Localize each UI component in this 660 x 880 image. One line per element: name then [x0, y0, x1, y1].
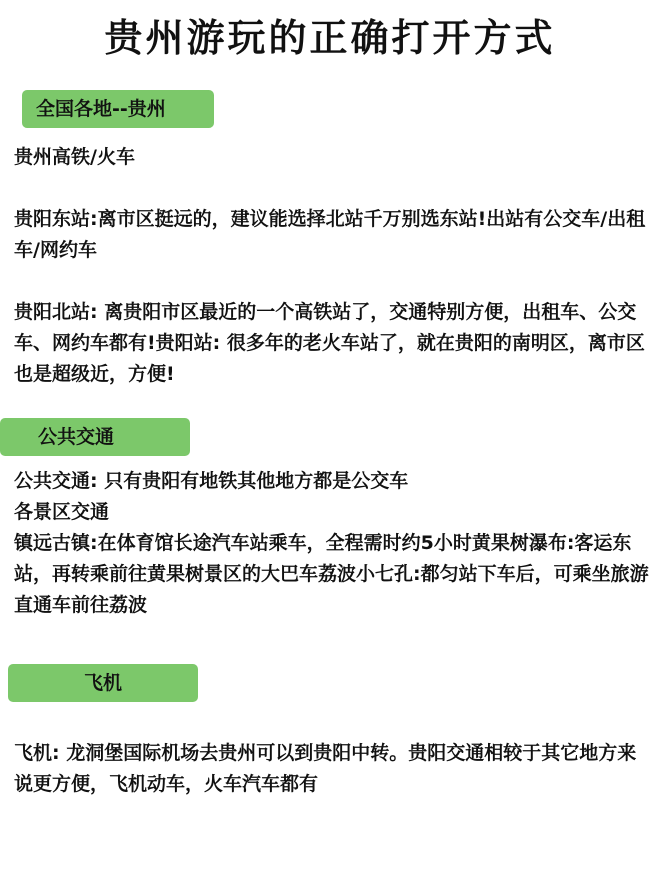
section-tag-nationwide: 全国各地--贵州	[22, 90, 214, 128]
paragraph-guiyang-north: 贵阳北站: 离贵阳市区最近的一个高铁站了，交通特别方便，出租车、公交车、网约车都有!贵阳站: 很多年的老火车站了，就在贵阳的南明区，离市区也是超级近，方便!	[14, 301, 645, 385]
paragraph-scenic-routes: 镇远古镇:在体育馆长途汽车站乘车，全程需时约5小时黄果树瀑布:客运东站，再转乘前往黄果树景区的大巴车荔波小七孔:都匀站下车后，可乘坐旅游直通车前往荔波	[14, 532, 649, 616]
page-title: 贵州游玩的正确打开方式	[104, 16, 556, 60]
paragraph-rail: 贵州高铁/火车	[14, 146, 135, 168]
section-body-nationwide	[14, 142, 654, 390]
section-tag-flight: 飞机	[8, 664, 198, 702]
section-tag-public-transport: 公共交通	[0, 418, 190, 456]
section-body-public-transport	[14, 466, 654, 621]
section-body-flight	[14, 738, 654, 800]
paragraph-public-transport: 公共交通: 只有贵阳有地铁其他地方都是公交车	[14, 470, 409, 492]
paragraph-flight: 飞机: 龙洞堡国际机场去贵州可以到贵阳中转。贵阳交通相较于其它地方来说更方便，飞机动车，火车汽车都有	[14, 742, 637, 795]
paragraph-guiyang-east: 贵阳东站:离市区挺远的，建议能选择北站千万别选东站!出站有公交车/出租车/网约车	[14, 208, 646, 261]
paragraph-scenic-transport: 各景区交通	[14, 501, 110, 523]
